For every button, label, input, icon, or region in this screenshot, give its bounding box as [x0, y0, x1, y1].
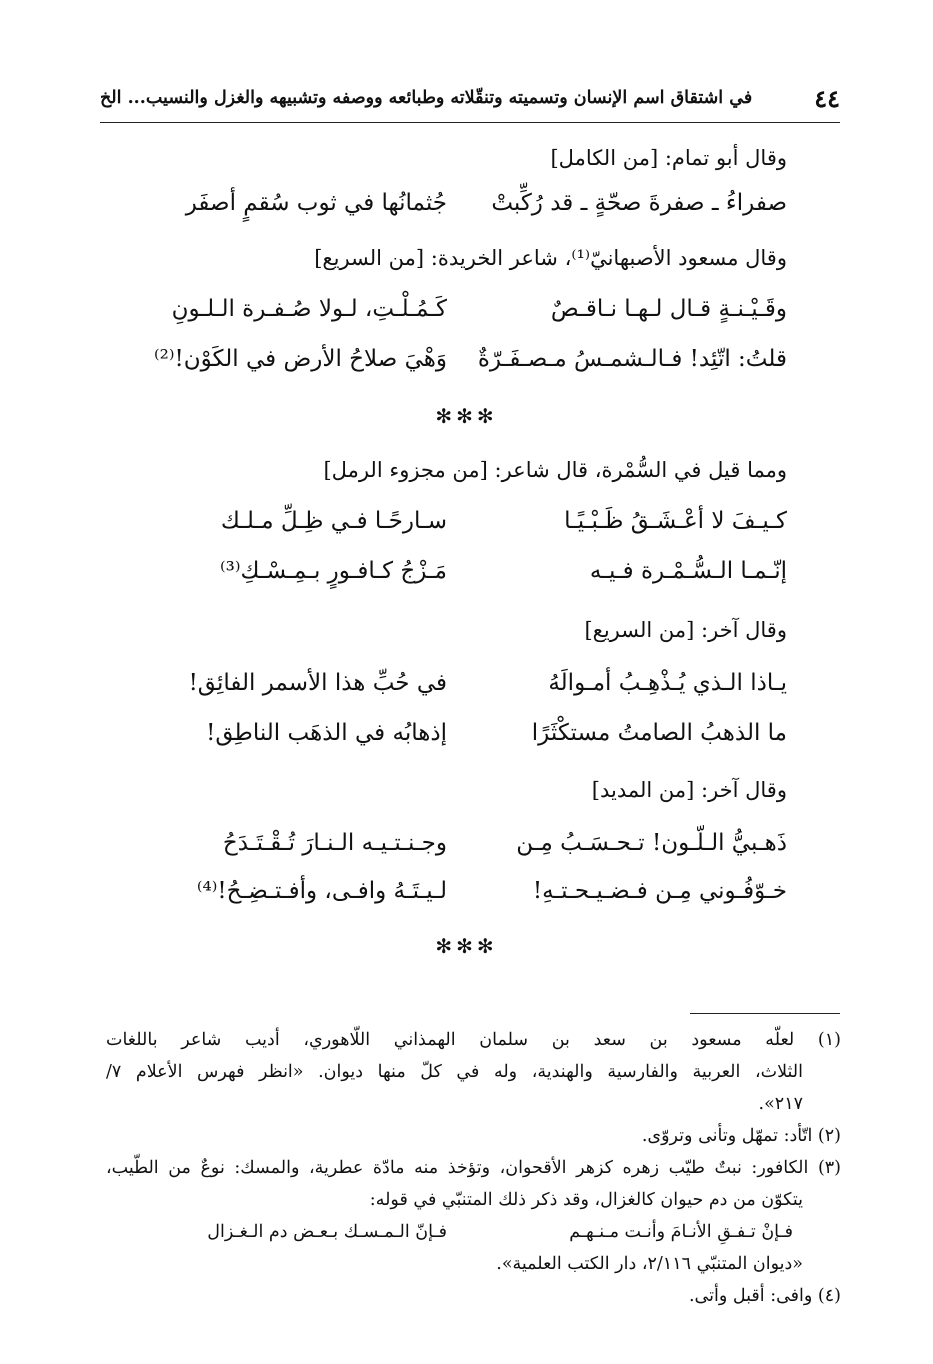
verse-first-hemistich: وقَـيْـنـةٍ قـال لـهـا نـاقـصٌ	[550, 296, 787, 322]
poem-intro: وقال آخر: [من السريع]	[584, 618, 787, 642]
verse-first-hemistich: ذَهـبيُّ الـلّـون! تـحـسَـبُ مِـن	[516, 830, 787, 856]
poem-intro: وقال مسعود الأصبهانيّ⁽¹⁾، شاعر الخريدة: [من السريع]	[314, 246, 787, 270]
verse-second-hemistich: سـارحًـا فـي ظِـلِّ مـلـك	[220, 508, 447, 534]
footnote-line: (٣) الكافور: نبتٌ طيّب زهره كزهر الأقحوان، وتؤخذ منه مادّة عطرية، والمسك: نوعٌ من الطّيب،	[106, 1158, 841, 1178]
footnote-divider	[690, 1013, 840, 1014]
footnote-verse-first-hemistich: فـإنْ تـفـقِ الأنـامَ وأنـت مـنـهـم	[569, 1222, 793, 1242]
verse-first-hemistich: صفراءُ ـ صفرةَ صحّةٍ ـ قد رُكِّبتْ	[491, 190, 787, 216]
footnote-line: «ديوان المتنبّي ٢/١١٦، دار الكتب العلمية».	[496, 1254, 803, 1274]
verse-second-hemistich: جُثمانُها في ثوب سُقمٍ أصفَر	[185, 190, 447, 216]
verse-first-hemistich: قلتُ: اتّئِد! فـالـشمـسُ مـصـفَـرّةٌ	[477, 346, 787, 372]
running-title: في اشتقاق اسم الإنسان وتسميته وتنقّلاته وطبائعه ووصفه وتشبيهه والغزل والنسيب... الخ	[100, 88, 753, 108]
page-number: ٤٤	[814, 84, 840, 113]
footnote-line: (١) لعلّه مسعود بن سعد بن سلمان الهمذاني اللّاهوري، أديب شاعر باللغات	[106, 1030, 841, 1050]
footnote-verse-second-hemistich: فـإنّ الـمـسـك بـعـض دم الـغـزال	[207, 1222, 447, 1242]
verse-first-hemistich: كـيـفَ لا أعْـشَـقُ ظَـبْـيًـا	[564, 508, 787, 534]
verse-second-hemistich: لـيـتَـهُ وافـى، وأفـتـضِـحُ!⁽⁴⁾	[196, 878, 447, 904]
verse-first-hemistich: إنّـمـا الـسُّـمْـرة فـيـه	[589, 558, 787, 584]
section-separator: ✻✻✻	[435, 404, 498, 428]
verse-second-hemistich: إذهابُه في الذهَب الناطِق!	[206, 720, 447, 746]
footnote-line: (٢) اتّأد: تمهّل وتأنى وتروّى.	[641, 1126, 841, 1146]
verse-second-hemistich: في حُبِّ هذا الأسمر الفائِق!	[188, 670, 447, 696]
footnote-line: يتكوّن من دم حيوان كالغزال، وقد ذكر ذلك المتنبّي في قوله:	[369, 1190, 803, 1210]
page-header	[100, 84, 840, 123]
verse-second-hemistich: وجـنـتـيـه الـنـارَ تُـقْـتَـدَحُ	[222, 830, 447, 856]
poem-intro: ومما قيل في السُّمْرة، قال شاعر: [من مجزوء الرمل]	[323, 458, 787, 482]
footnote-line: الثلاث، العربية والفارسية والهندية، وله في كلّ منها ديوان. «انظر فهرس الأعلام ٧/	[106, 1062, 803, 1082]
footnote-line: (٤) وافى: أقبل وأتى.	[688, 1286, 841, 1306]
footnote-line: ٢١٧».	[758, 1094, 803, 1114]
poem-intro: وقال أبو تمام: [من الكامل]	[550, 146, 787, 170]
section-separator: ✻✻✻	[435, 934, 498, 958]
verse-first-hemistich: يـاذا الـذي يُـذْهِـبُ أمـوالَهُ	[548, 670, 787, 696]
verse-first-hemistich: خـوّفُـوني مِـن فـضـيـحـتـهِ!	[532, 878, 787, 904]
verse-second-hemistich: كَـمُـلْـتِ، لـولا صُـفـرة الـلـونِ	[171, 296, 447, 322]
verse-second-hemistich: وَهْيَ صلاحُ الأرض في الكَوْن!⁽²⁾	[154, 346, 447, 372]
poem-intro: وقال آخر: [من المديد]	[591, 778, 787, 802]
verse-second-hemistich: مَـزْجُ كـافـورٍ بـمِـسْـكِ⁽³⁾	[220, 558, 447, 584]
verse-first-hemistich: ما الذهبُ الصامتُ مستكْثَرًا	[531, 720, 787, 746]
